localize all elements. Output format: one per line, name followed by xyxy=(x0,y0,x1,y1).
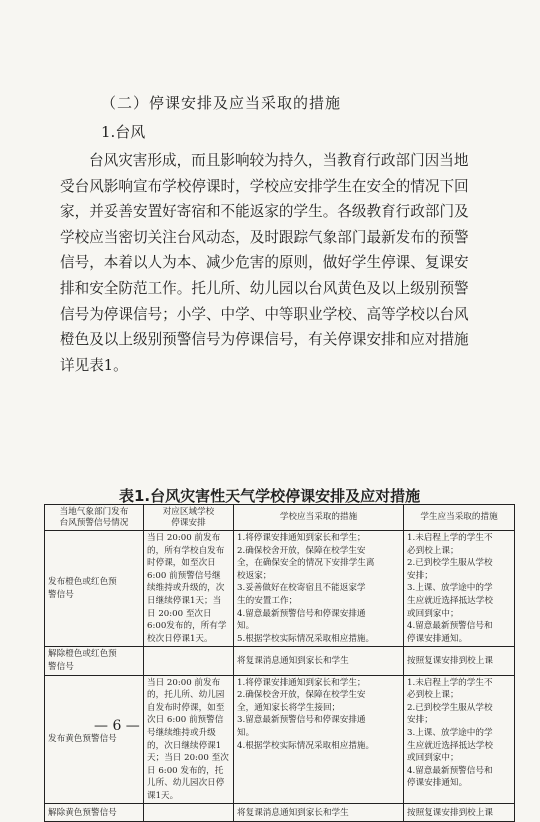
cell-line: 6:00发布的，所有学 xyxy=(147,621,227,632)
cell-line: 安排； xyxy=(407,715,433,726)
cell-line: 4.留意最新预警信号和 xyxy=(407,765,493,776)
cell-student-measures xyxy=(404,647,515,675)
cell-line: 日 6:00 发布的，托 xyxy=(147,765,224,776)
cell-line: 按照复课安排到校上课 xyxy=(407,807,493,818)
cell-line: 3.留意最新预警信号和停课安排通 xyxy=(237,715,366,726)
cell-line: 3.妥善做好在校寄宿且不能返家学 xyxy=(237,583,366,594)
cell-student-measures xyxy=(404,804,515,822)
cell-student-measures xyxy=(404,531,515,647)
paragraph-line: 家，并妥善安置好寄宿和不能返家的学生。各级教育行政部门及 xyxy=(60,203,469,221)
paragraph-line: 信号为停课信号；小学、中学、中等职业学校、高等学校以台风 xyxy=(60,305,469,323)
cell-school-measures xyxy=(234,804,404,822)
cell-arrangement xyxy=(144,675,234,804)
cell-line: 的，所有学校自发布 xyxy=(147,545,225,556)
cell-line: 知。 xyxy=(237,621,255,632)
paragraph-line: 学校应当密切关注台风动态，及时跟踪气象部门最新发布的预警 xyxy=(60,228,469,246)
cell-school-measures xyxy=(234,675,404,804)
cell-line: 2.确保校舍开放，保障在校学生安 xyxy=(237,545,366,556)
cell-line: 儿所、幼儿园次日停 xyxy=(147,778,225,789)
cell-line: 2.已到校学生服从学校 xyxy=(407,702,493,713)
cell-line: 校次日停课1天。 xyxy=(147,633,213,644)
header-arrangement: 对应区域学校 停课安排 xyxy=(144,505,234,531)
cell-line: 日继续停课1天；当 xyxy=(147,595,222,606)
cell-line: 解除橙色或红色预 xyxy=(48,649,117,660)
table-title: 表1.台风灾害性天气学校停课安排及应对措施 xyxy=(119,487,421,505)
cell-line: 停课安排通知。 xyxy=(407,633,468,644)
cell-line: 1.未启程上学的学生不 xyxy=(407,533,493,543)
cell-arrangement xyxy=(144,531,234,647)
cell-student-measures xyxy=(404,675,515,804)
paragraph-line: 详见表1。 xyxy=(60,356,128,374)
cell-line: 日 20:00 至次日 xyxy=(147,608,212,619)
cell-line: 时停课，如至次日 xyxy=(147,558,216,569)
cell-line: 将复课消息通知到家长和学生 xyxy=(237,655,349,666)
cell-line: 将复课消息通知到家长和学生 xyxy=(237,807,349,818)
table-row xyxy=(45,647,515,675)
header-school-measures: 学校应当采取的措施 xyxy=(234,505,404,531)
cell-line: 校返家； xyxy=(237,570,272,581)
cell-line: 解除黄色预警信号 xyxy=(48,807,117,818)
paragraph-line: 台风灾害形成，而且影响较为持久，当教育行政部门因当地 xyxy=(89,152,469,169)
cell-line: 2.确保校舍开放，保障在校学生安 xyxy=(237,690,366,701)
cell-line: 次日 6:00 前预警信 xyxy=(147,715,224,726)
paragraph-line: 橙色及以上级别预警信号为停课信号，有关停课安排和应对措施 xyxy=(60,331,469,349)
cell-school-measures xyxy=(234,647,404,675)
cell-line: 必到校上课； xyxy=(407,545,459,556)
cell-line: 警信号 xyxy=(48,661,74,672)
header-student-measures: 学生应当采取的措施 xyxy=(404,505,515,531)
table-row xyxy=(45,531,515,647)
measures-table xyxy=(44,504,515,822)
cell-signal xyxy=(45,647,144,675)
table-header-row xyxy=(45,505,515,531)
paragraph-line: 信号，本着以人为本、减少危害的原则，做好学生停课、复课安 xyxy=(60,254,469,272)
page-number: — 6 — xyxy=(94,718,140,734)
cell-school-measures xyxy=(234,531,404,647)
cell-arrangement xyxy=(144,804,234,822)
cell-line: 课1天。 xyxy=(147,790,179,801)
cell-line: 发布黄色预警信号 xyxy=(48,734,117,745)
cell-line: 全，在确保安全的情况下安排学生离 xyxy=(237,558,375,569)
cell-line: 4.根据学校实际情况采取相应措施。 xyxy=(237,740,375,751)
cell-line: 全，通知家长将学生接回； xyxy=(237,702,341,713)
cell-line: 生应就近选择抵达学校 xyxy=(407,740,493,751)
cell-line: 的，次日继续停课1 xyxy=(147,740,222,751)
paragraph-line: 排和安全防范工作。托儿所、幼儿园以台风黄色及以上级别预警 xyxy=(60,279,469,297)
cell-arrangement xyxy=(144,647,234,675)
cell-line: 天；当日 20:00 至次 xyxy=(147,753,229,764)
cell-line: 当日 20:00 前发布 xyxy=(147,533,221,543)
cell-line: 3.上课、放学途中的学 xyxy=(407,727,493,738)
body-paragraph xyxy=(60,148,495,378)
cell-line: 按照复课安排到校上课 xyxy=(407,655,493,666)
cell-line: 的，托儿所、幼儿园 xyxy=(147,690,225,701)
cell-line: 警信号 xyxy=(48,589,74,600)
cell-line: 生应就近选择抵达学校 xyxy=(407,595,493,606)
cell-signal xyxy=(45,804,144,822)
header-signal: 当地气象部门发布 台风预警信号情况 xyxy=(45,505,144,531)
cell-line: 1.将停课安排通知到家长和学生； xyxy=(237,533,366,543)
cell-line: 发布橙色或红色预 xyxy=(48,577,117,588)
cell-line: 续维持或升级的，次 xyxy=(147,583,225,594)
cell-line: 6:00 前预警信号继 xyxy=(147,570,221,581)
sub-title: 1.台风 xyxy=(101,123,146,141)
cell-line: 必到校上课； xyxy=(407,690,459,701)
cell-line: 号继续维持或升级 xyxy=(147,727,216,738)
cell-line: 安排； xyxy=(407,570,433,581)
cell-line: 或回到家中； xyxy=(407,753,459,764)
cell-line: 1.将停课安排通知到家长和学生； xyxy=(237,677,366,688)
cell-line: 生的安置工作； xyxy=(237,595,298,606)
cell-line: 自发布时停课，如至 xyxy=(147,702,225,713)
cell-line: 4.留意最新预警信号和 xyxy=(407,621,493,632)
cell-line: 4.留意最新预警信号和停课安排通 xyxy=(237,608,366,619)
cell-line: 当日 20:00 前发布 xyxy=(147,677,221,688)
cell-line: 5.根据学校实际情况采取相应措施。 xyxy=(237,633,375,644)
section-title: （二）停课安排及应当采取的措施 xyxy=(101,94,342,112)
table-row xyxy=(45,804,515,822)
cell-line: 2.已到校学生服从学校 xyxy=(407,558,493,569)
cell-line: 3.上课、放学途中的学 xyxy=(407,583,493,594)
cell-line: 1.未启程上学的学生不 xyxy=(407,677,493,688)
table-row xyxy=(45,675,515,804)
paragraph-line: 受台风影响宣布学校停课时，学校应安排学生在安全的情况下回 xyxy=(60,177,469,195)
cell-signal xyxy=(45,675,144,804)
cell-line: 知。 xyxy=(237,727,255,738)
cell-signal xyxy=(45,531,144,647)
cell-line: 或回到家中； xyxy=(407,608,459,619)
cell-line: 停课安排通知。 xyxy=(407,778,468,789)
